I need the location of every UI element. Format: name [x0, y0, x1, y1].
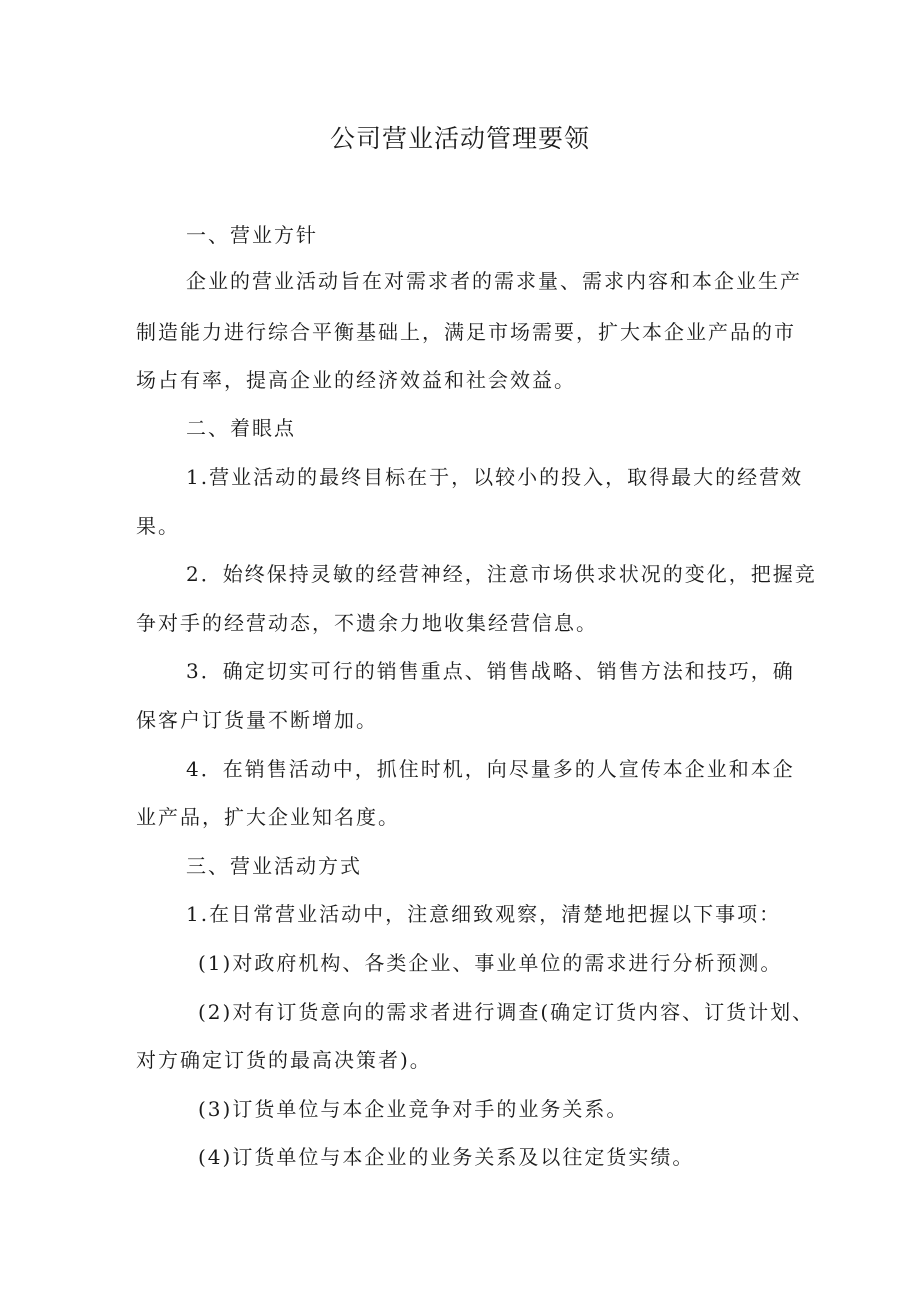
list-item-line: 2．始终保持灵敏的经营神经，注意市场供求状况的变化，把握竞: [186, 562, 817, 586]
section-heading-3: 三、营业活动方式: [186, 854, 362, 878]
paragraph-line: 1.在日常营业活动中，注意细致观察，清楚地把握以下事项：: [186, 902, 782, 926]
paragraph-line: 企业的营业活动旨在对需求者的需求量、需求内容和本企业生产: [186, 269, 802, 293]
list-item-line: 3．确定切实可行的销售重点、销售战略、销售方法和技巧，确: [186, 659, 795, 683]
document-title: 公司营业活动管理要领: [329, 124, 590, 153]
sub-item-line: (1)对政府机构、各类企业、事业单位的需求进行分析预测。: [198, 951, 783, 975]
list-item-line: 业产品，扩大企业知名度。: [136, 805, 400, 829]
list-item-line: 果。: [136, 514, 180, 538]
list-item-line: 4．在销售活动中，抓住时机，向尽量多的人宣传本企业和本企: [186, 757, 795, 781]
list-item-line: 保客户订货量不断增加。: [136, 708, 378, 732]
sub-item-line: (4)订货单位与本企业的业务关系及以往定货实绩。: [198, 1145, 695, 1169]
sub-item-line: (3)订货单位与本企业竞争对手的业务关系。: [198, 1097, 629, 1121]
section-heading-2: 二、着眼点: [186, 416, 296, 440]
paragraph-line: 场占有率，提高企业的经济效益和社会效益。: [136, 368, 576, 392]
paragraph-line: 制造能力进行综合平衡基础上，满足市场需要，扩大本企业产品的市: [136, 320, 796, 344]
list-item-line: 1.营业活动的最终目标在于，以较小的投入，取得最大的经营效: [186, 465, 804, 489]
list-item-line: 争对手的经营动态，不遗余力地收集经营信息。: [136, 611, 598, 635]
sub-item-line: (2)对有订货意向的需求者进行调查(确定订货内容、订货计划、: [198, 1000, 815, 1024]
sub-item-line: 对方确定订货的最高决策者)。: [136, 1048, 432, 1072]
section-heading-1: 一、营业方针: [186, 223, 318, 247]
